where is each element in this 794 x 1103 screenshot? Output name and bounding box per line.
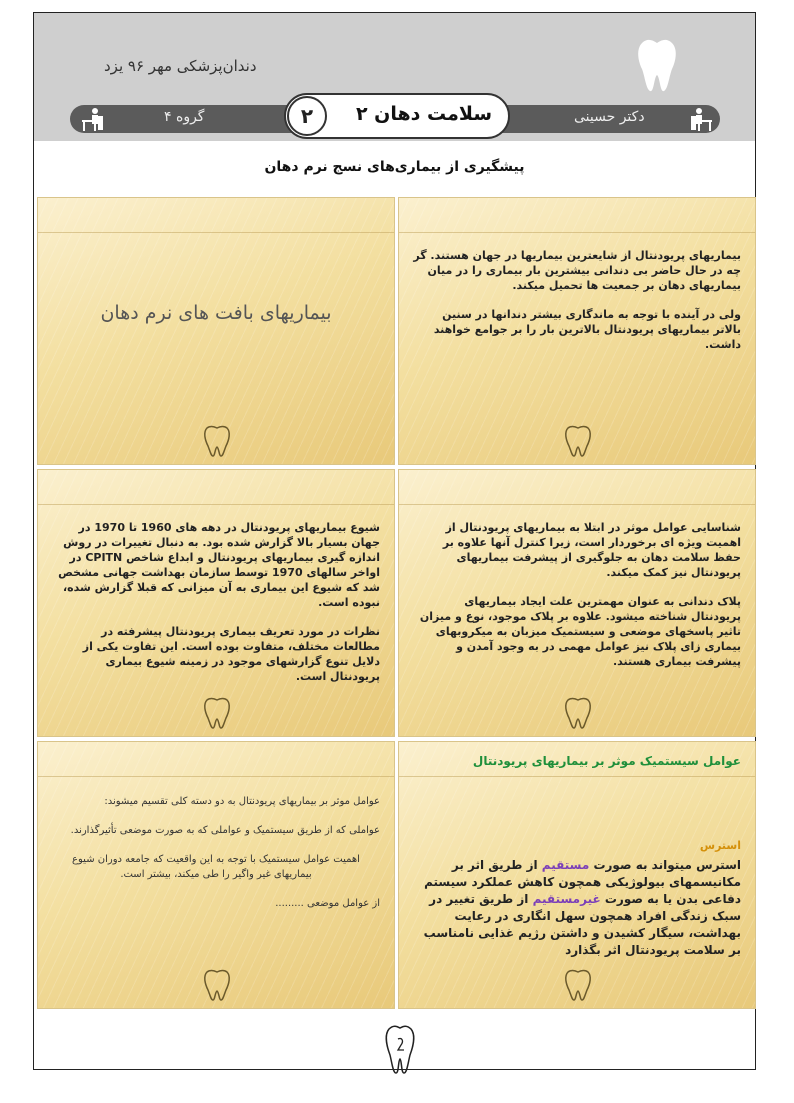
slide-heading: استرس: [699, 839, 741, 852]
slide-text: شناسایی عوامل موثر در ابتلا به بیماریهای پریودنتال از اهمیت ویژه ای برخوردار است، زیرا کنترل آنها علاوه بر حفظ سلامت دهان به جلوگیری از پیشرفت بیماریهای پریودنتال نیز کمک میکند.: [442, 521, 741, 579]
slide-text: عواملی که از طریق سیستمیک و عواملی که به صورت موضعی تأثیرگذارند.: [70, 825, 380, 836]
slide-text: شیوع بیماریهای پریودنتال در دهه های 1960 تا 1970 در جهان بسیار بالا گزارش شده بود. به دنبال تغییرات در روش اندازه گیری بیماریهای پریودنتال و ابداع شاخص CPITN در اواخر سالهای 1970 توسط سازمان بهداشت جهانی مشخص شد که شیوع این بیماری به آن میزانی که قبلا گزارش شده، نبوده است.: [58, 521, 380, 609]
slide-1: [398, 197, 756, 465]
lesson-number: ۲: [287, 96, 327, 136]
slide-2: [37, 197, 395, 465]
lesson-title: سلامت دهان ۲: [355, 103, 493, 125]
slide-5: [398, 741, 756, 1009]
slide-4: [37, 469, 395, 737]
page-frame: [33, 12, 756, 1070]
tooth-logo-icon: [634, 37, 680, 93]
highlight-text: غیرمستقیم: [532, 892, 601, 906]
slide-text: از عوامل موضعی .........: [275, 898, 380, 909]
slide-text: استرس میتواند به صورت: [593, 858, 741, 872]
tooth-number-icon: [197, 424, 237, 458]
page-number-tooth-icon: [382, 1023, 418, 1075]
tooth-number-icon: [558, 424, 598, 458]
group-label: گروه ۴: [164, 109, 205, 125]
tooth-number-icon: [558, 968, 598, 1002]
slide-3: [398, 469, 756, 737]
slide-text: ولی در آینده با توجه به ماندگاری بیشتر دندانها در سنین بالاتر بیماریهای پریودنتال بالاترین بار را بر جوامع خواهند داشت.: [433, 308, 741, 351]
slide-text: نظرات در مورد تعریف بیماری پریودنتال پیشرفته در مطالعات مختلف، متفاوت بوده است. این تفاوت یکی از دلایل تنوع گزارشهای موجود در زمینه شیوع بیماری پریودنتال است.: [82, 625, 380, 683]
tooth-number-icon: [558, 696, 598, 730]
slide-text: پلاک دندانی به عنوان مهمترین علت ایجاد بیماریهای پریودنتال شناخته میشود. علاوه بر پلاک موجود، نوع و میزان تاثیر پاسخهای موضعی و سیستمیک میزبان به میکروبهای بیماری زای پلاک نیز عوامل مهمی در به وجود آمدن و پیشرفت بیماری هستند.: [419, 595, 741, 668]
slide-title: بیماریهای بافت های نرم دهان: [100, 302, 332, 324]
course-label: دندان‌پزشکی مهر ۹۶ یزد: [104, 57, 257, 75]
tooth-number-icon: [197, 968, 237, 1002]
highlight-text: مستقیم: [541, 858, 590, 872]
person-desk-icon: [688, 106, 714, 132]
slide-text: اهمیت عوامل سیستمیک با توجه به این واقعیت که جامعه دوران شیوع بیماریهای غیر واگیر را طی میکند، بیشتر است.: [72, 854, 360, 880]
slide-text: بیماریهای پریودنتال از شایعترین بیماریها در جهان هستند. گر چه در حال حاضر بی دندانی بیشترین بار بیماری را در میان بیماریهای دهان بر جمعیت ها تحمیل میکند.: [413, 249, 741, 292]
page-subtitle: پیشگیری از بیماری‌های نسج نرم دهان: [264, 159, 525, 175]
slide-6: [37, 741, 395, 1009]
person-desk-icon: [80, 106, 106, 132]
slide-text: از طریق تغییر در سبک زندگی افراد همچون سهل انگاری در رعایت بهداشت، سیگار کشیدن و داشتن رژیم غذایی نامناسب بر سلامت پریودنتال اثر بگذارد: [423, 892, 741, 957]
tooth-number-icon: [197, 696, 237, 730]
instructor-label: دکتر حسینی: [574, 109, 645, 125]
slide-title: عوامل سیستمیک موثر بر بیماریهای پریودنتال: [472, 754, 741, 768]
slide-text: از طریق اثر بر مکانیسمهای بیولوژیکی همچون کاهش عملکرد سیستم دفاعی بدن یا به صورت: [424, 858, 741, 906]
slide-text: عوامل موثر بر بیماریهای پریودنتال به دو دسته کلی تقسیم میشوند:: [104, 796, 380, 807]
